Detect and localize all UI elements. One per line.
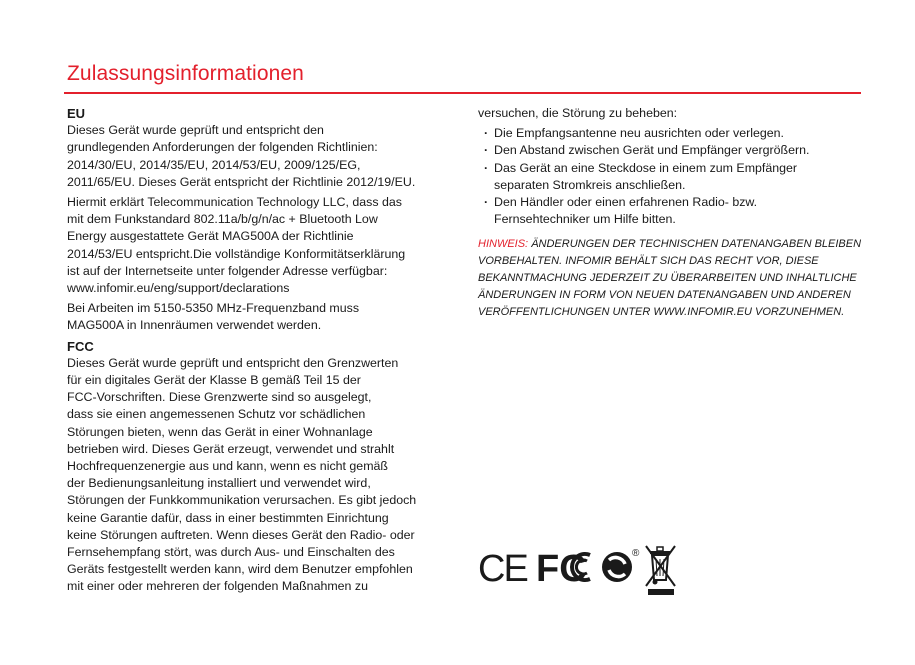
ce-mark-icon xyxy=(478,548,527,590)
weee-bin-icon xyxy=(646,546,675,595)
eu-paragraph-3: Bei Arbeiten im 5150-5350 MHz-Frequenzband muss MAG500A in Innenräumen verwendet werden. xyxy=(67,301,360,333)
list-item: · Den Abstand zwischen Gerät und Empfänger vergrößern. xyxy=(478,142,868,159)
notice-text: ÄNDERUNGEN DER TECHNISCHEN DATENANGABEN BLEIBEN VORBEHALTEN. INFOMIR BEHÄLT SICH DAS RECHT VOR, DIESE BEKANNTMACHUNG JEDERZEIT ZU ÜBERARBEITEN UND INHALTLICHE ÄNDERUNGEN IN FORM VON NEUEN DATENANGABEN UND ANDEREN VERÖFFENTLICHUNGEN UNTER WWW.INFOMIR.EU VORZUNEHMEN. xyxy=(478,238,862,319)
page-title: Zulassungsinformationen xyxy=(67,62,304,85)
svg-text:®: ® xyxy=(632,548,640,559)
list-item: · Die Empfangsantenne neu ausrichten oder verlegen. xyxy=(478,125,868,142)
list-item: · Das Gerät an eine Steckdose in einem zum Empfänger separaten Stromkreis anschließen. xyxy=(478,160,868,194)
eu-paragraph-2: Hiermit erklärt Telecommunication Technology LLC, dass das mit dem Funkstandard 802.11a/b/g/n/ac + Bluetooth Low Energy ausgestattete Gerät MAG500A der Richtlinie 2014/53/EU entspricht.Die vollständige Konformitätserklärung ist auf der Internetseite unter folgender Adresse verfügbar: www.infomir.eu/eng/support/declarations xyxy=(67,195,406,296)
svg-text:CE: CE xyxy=(478,548,527,590)
eu-heading: EU xyxy=(67,106,86,121)
list-item: · Den Händler oder einen erfahrenen Radio- bzw. Fernsehtechniker um Hilfe bitten. xyxy=(478,194,868,228)
green-dot-icon xyxy=(602,548,640,582)
certification-marks xyxy=(478,540,688,600)
fcc-paragraph: Dieses Gerät wurde geprüft und entspricht den Grenzwerten für ein digitales Gerät der Klasse B gemäß Teil 15 der FCC-Vorschriften. Diese Grenzwerte sind so ausgelegt, dass sie einen angemessenen Schutz vor schädlichen Störungen bieten, wenn das Gerät in einer Wohnanlage betrieben wird. Dieses Gerät erzeugt, verwendet und strahlt Hochfrequenzenergie aus und kann, wenn es nicht gemäß der Bedienungsanleitung installiert und verwendet wird, Störungen der Funkkommunikation verursachen. Es gibt jedoch keine Garantie dafür, dass in einer bestimmten Einrichtung keine Störungen auftreten. Wenn dieses Gerät den Radio- oder Fernsehempfang stört, was durch Aus- und Einschalten des Geräts festgestellt werden kann, wird dem Benutzer empfohlen mit einer oder mehreren der folgenden Maßnahmen zu xyxy=(67,355,417,594)
title-divider xyxy=(64,92,861,94)
fcc-heading: FCC xyxy=(67,338,94,354)
left-column xyxy=(67,105,467,599)
notice-label: HINWEIS: xyxy=(478,238,529,251)
fcc-measures-list xyxy=(478,125,868,228)
fcc-continuation: versuchen, die Störung zu beheben: xyxy=(478,106,678,120)
right-column xyxy=(478,105,868,321)
notice xyxy=(478,236,868,321)
eu-paragraph-1: Dieses Gerät wurde geprüft und entspricht den grundlegenden Anforderungen der folgenden Richtlinien: 2014/30/EU, 2014/35/EU, 2014/53/EU, 2009/125/EG, 2011/65/EU. Dieses Gerät entspricht der Richtlinie 2012/19/EU. xyxy=(67,123,416,189)
fcc-logo-icon xyxy=(536,548,590,590)
svg-text:FC: FC xyxy=(536,548,587,590)
